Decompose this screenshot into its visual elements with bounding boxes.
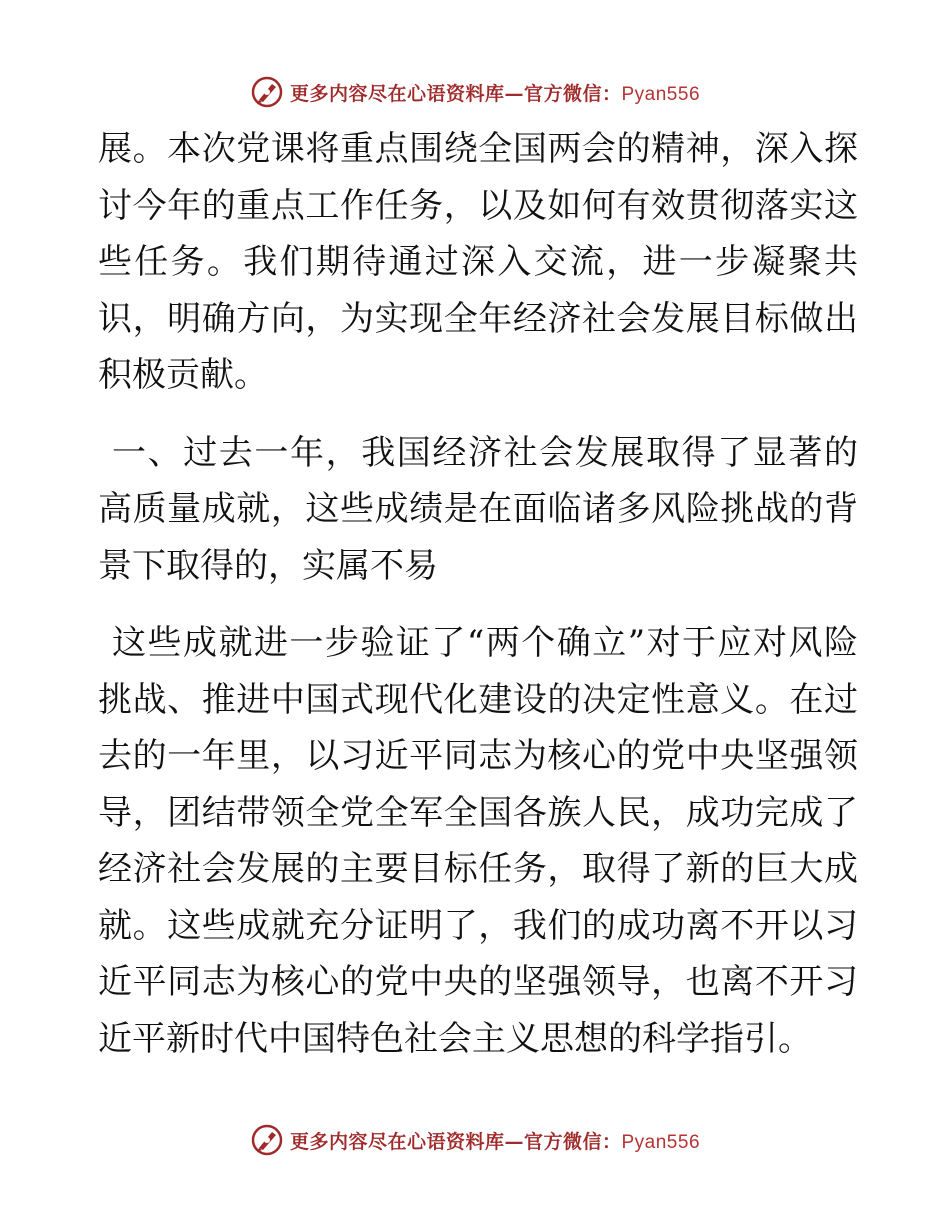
pen-logo-icon — [250, 75, 284, 109]
document-body — [98, 121, 858, 1067]
watermark-wechat-id: Pyan556 — [621, 83, 701, 105]
watermark-wechat-id: Pyan556 — [621, 1131, 701, 1153]
pen-logo-icon — [250, 1123, 284, 1157]
watermark-text-cn: 更多内容尽在心语资料库—官方微信： — [289, 1130, 622, 1153]
watermark-text-cn: 更多内容尽在心语资料库—官方微信： — [289, 82, 622, 105]
footer-watermark — [0, 1120, 950, 1160]
watermark-text — [290, 79, 700, 106]
paragraph-intro: 展。本次党课将重点围绕全国两会的精神，深入探讨今年的重点工作任务，以及如何有效贯彻落实这些任务。我们期待通过深入交流，进一步凝聚共识，明确方向，为实现全年经济社会发展目标做出积极贡献。 — [98, 129, 858, 395]
watermark-text — [290, 1127, 700, 1154]
paragraph-section-heading: 一、过去一年，我国经济社会发展取得了显著的高质量成就，这些成绩是在面临诸多风险挑战的背景下取得的，实属不易 — [98, 432, 858, 586]
paragraph-achievements: 这些成就进一步验证了“两个确立”对于应对风险挑战、推进中国式现代化建设的决定性意义。在过去的一年里，以习近平同志为核心的党中央坚强领导，团结带领全党全军全国各族人民，成功完成了经济社会发展的主要目标任务，取得了新的巨大成就。这些成就充分证明了，我们的成功离不开以习近平同志为核心的党中央的坚强领导，也离不开习近平新时代中国特色社会主义思想的科学指引。 — [98, 623, 858, 1059]
header-watermark — [0, 72, 950, 112]
